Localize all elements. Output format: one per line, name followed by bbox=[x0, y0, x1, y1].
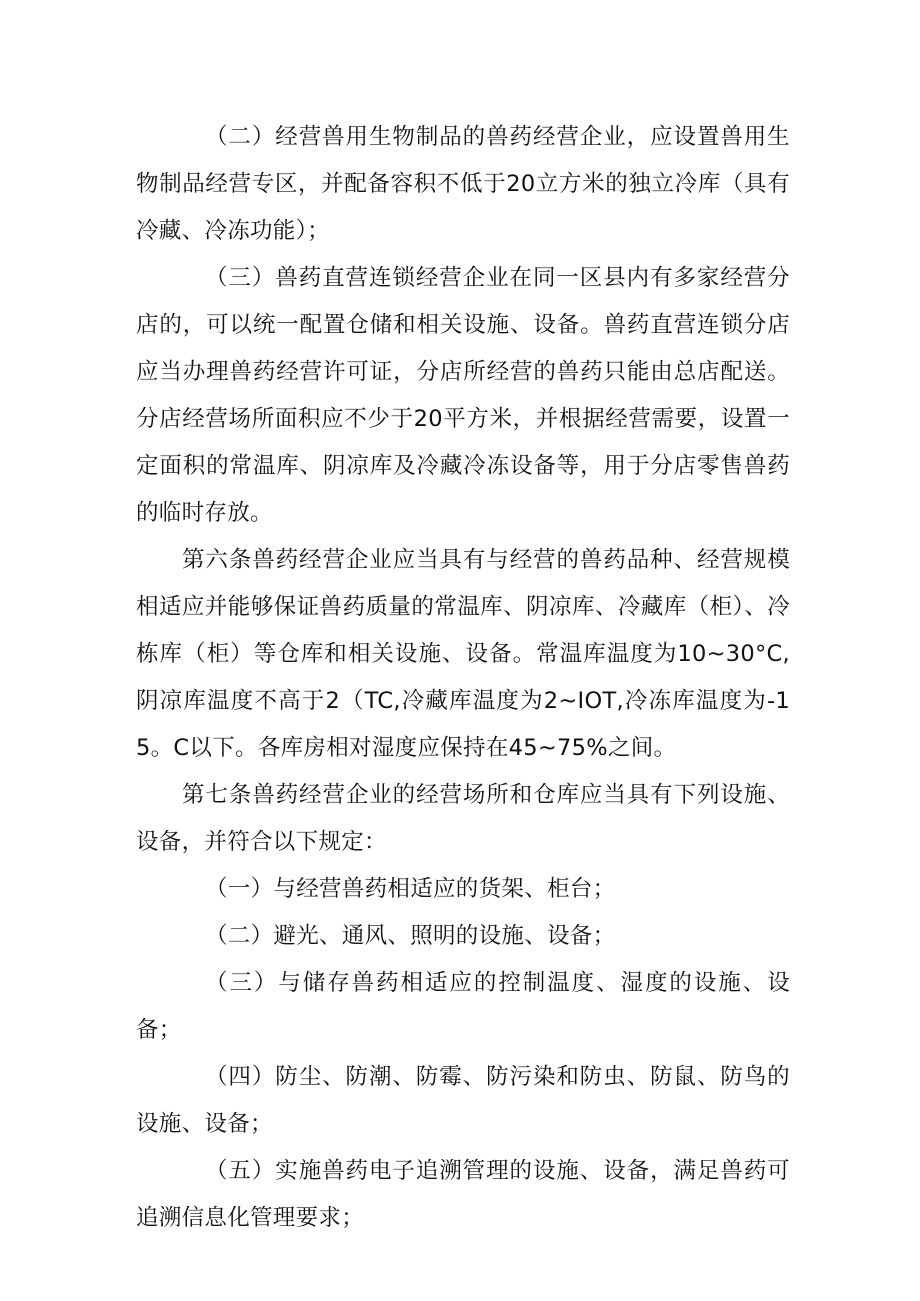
paragraph-article-6: 第六条兽药经营企业应当具有与经营的兽药品种、经营规模相适应并能够保证兽药质量的常温库、阴凉库、冷藏库（柜）、冷栋库（柜）等仓库和相关设施、设备。常温库温度为10~30°C,阴凉库温度不高于2（TC,冷藏库温度为2~IOT,冷冻库温度为-15。C以下。各库房相对湿度应保持在45~75%之间。 bbox=[136, 547, 790, 761]
paragraph-item-2-biologics: （二）经营兽用生物制品的兽药经营企业，应设置兽用生物制品经营专区，并配备容积不低于20立方米的独立冷库（具有冷藏、冷冻功能）； bbox=[136, 124, 790, 244]
paragraph-item-3-climate: （三）与储存兽药相适应的控制温度、湿度的设施、设备； bbox=[136, 970, 790, 1043]
paragraph-item-5-traceability: （五）实施兽药电子追溯管理的设施、设备，满足兽药可追溯信息化管理要求； bbox=[136, 1158, 790, 1231]
paragraph-article-7: 第七条兽药经营企业的经营场所和仓库应当具有下列设施、设备，并符合以下规定： bbox=[136, 782, 790, 855]
paragraph-item-4-protection: （四）防尘、防潮、防霉、防污染和防虫、防鼠、防鸟的设施、设备； bbox=[136, 1064, 790, 1137]
paragraph-item-1-shelves: （一）与经营兽药相适应的货架、柜台； bbox=[205, 876, 616, 902]
paragraph-item-3-chain-stores: （三）兽药直营连锁经营企业在同一区县内有多家经营分店的，可以统一配置仓储和相关设施、设备。兽药直营连锁分店应当办理兽药经营许可证，分店所经营的兽药只能由总店配送。分店经营场所面积应不少于20平方米，并根据经营需要，设置一定面积的常温库、阴凉库及冷藏冷冻设备等，用于分店零售兽药的临时存放。 bbox=[136, 265, 790, 526]
document-page bbox=[136, 114, 790, 1242]
paragraph-item-2-lighting: （二）避光、通风、照明的设施、设备； bbox=[205, 923, 616, 949]
